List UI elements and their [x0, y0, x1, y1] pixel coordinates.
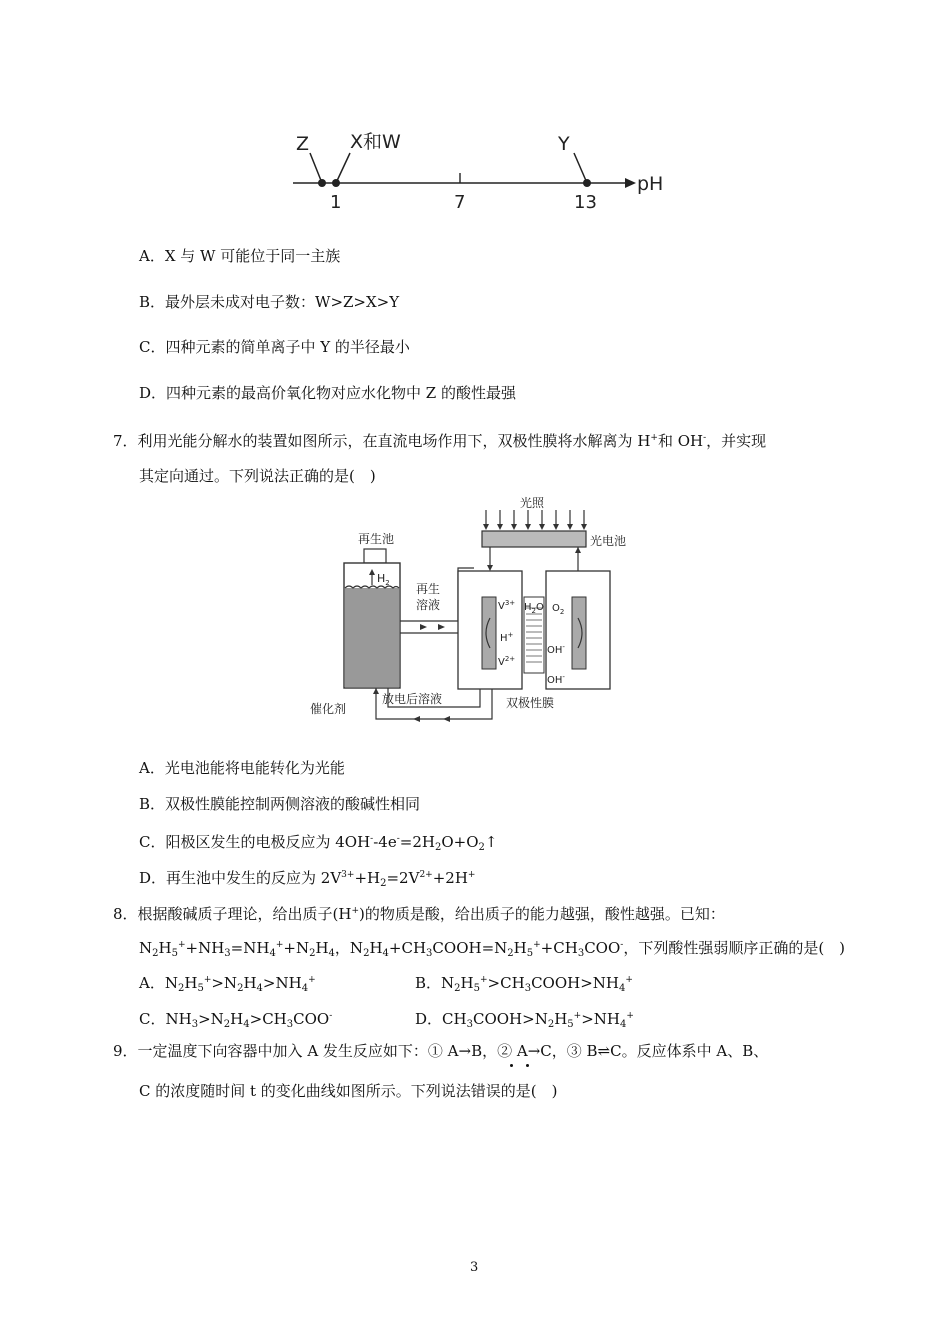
- q8-option-a: A．$N_2H_5^+>N_2H_4>NH_4^+$: [139, 974, 316, 994]
- regen-cell-cap: [364, 549, 386, 563]
- xw-pointer: [336, 153, 350, 183]
- bipolar-membrane-label: 双极性膜: [506, 696, 555, 710]
- oh-upper-label: OH-: [547, 643, 565, 656]
- q7-option-b: B．双极性膜能控制两侧溶液的酸碱性相同: [139, 795, 421, 813]
- q6-option-d: D．四种元素的最高价氧化物对应水化物中 Z 的酸性最强: [139, 384, 516, 402]
- catalyst-label: 催化剂: [310, 702, 347, 716]
- q8-option-c: C．$NH_3>N_2H_4>CH_3COO^-$: [139, 1010, 333, 1030]
- oh-lower-label: OH-: [547, 673, 565, 686]
- regen-solution-label-1: 再生: [416, 582, 441, 596]
- q9-stem-line1: 9．一定温度下向容器中加入 A 发生反应如下：① A→B，② A→C，③ B⇌C。反应体系中 A、B、: [113, 1042, 769, 1060]
- q6-option-a: A．X 与 W 可能位于同一主族: [139, 247, 341, 265]
- tick-label-13: 13: [574, 192, 597, 213]
- q7-option-c: C．阳极区发生的电极反应为 $4OH^--4e^-=2H_2O+O_2↑$: [139, 833, 498, 853]
- xw-label: X和W: [350, 131, 401, 153]
- light-label: 光照: [520, 496, 545, 510]
- photocell: [482, 531, 586, 547]
- o2-label: $O_2$: [552, 603, 565, 616]
- q7-option-a: A．光电池能将电能转化为光能: [139, 759, 345, 777]
- h2-label: $H_2$: [377, 572, 390, 587]
- regen-cell-liquid: [345, 588, 399, 687]
- xw-point: [332, 179, 340, 187]
- z-pointer: [310, 153, 322, 183]
- q8-option-d: D．$CH_3COOH>N_2H_5^+>NH_4^+$: [415, 1010, 634, 1030]
- electrolysis-diagram: [300, 493, 650, 725]
- photocell-label: 光电池: [590, 534, 627, 548]
- q7-stem-line2: 其定向通过。下列说法正确的是( ): [139, 467, 376, 485]
- ph-axis-label: pH: [637, 173, 664, 195]
- emphasis-dots: [508, 1064, 538, 1070]
- q9-stem-line2: C 的浓度随时间 t 的变化曲线如图所示。下列说法错误的是( ): [139, 1082, 558, 1100]
- discharged-solution-label: 放电后溶液: [382, 692, 443, 706]
- q8-equations: $N_2H_5^++NH_3=NH_4^++N_2H_4$，$N_2H_4+CH_3COOH=N_2H_5^++CH_3COO^-$，下列酸性强弱顺序正确的是( ): [139, 939, 846, 959]
- v3-label: $V^{3+}$: [498, 599, 516, 612]
- y-label: Y: [558, 133, 570, 155]
- z-label: Z: [296, 133, 310, 155]
- q7-stem-line1: 7．利用光能分解水的装置如图所示，在直流电场作用下，双极性膜将水解离为 H+和 OH-，并实现: [113, 432, 767, 450]
- regen-solution-label-2: 溶液: [416, 598, 441, 612]
- regen-cell-label: 再生池: [358, 532, 395, 546]
- y-point: [583, 179, 591, 187]
- page-number: 3: [470, 1260, 479, 1275]
- q8-stem: 8．根据酸碱质子理论，给出质子(H+)的物质是酸，给出质子的能力越强，酸性越强。已知：: [113, 905, 725, 923]
- h-plus-label: H+: [500, 631, 514, 644]
- z-point: [318, 179, 326, 187]
- y-pointer: [574, 153, 587, 183]
- left-electrode: [482, 597, 496, 669]
- v2-label: $V^{2+}$: [498, 655, 516, 668]
- q6-option-c: C．四种元素的简单离子中 Y 的半径最小: [139, 338, 410, 356]
- q8-option-b: B．$N_2H_5^+>CH_3COOH>NH_4^+$: [415, 974, 633, 994]
- q7-option-d: D．再生池中发生的反应为 $2V^{3+}+H_2=2V^{2+}+2H^+$: [139, 869, 476, 889]
- right-electrode: [572, 597, 586, 669]
- ph-axis-arrow: [625, 178, 636, 188]
- ph-diagram: [280, 120, 680, 220]
- h2o-label: $H_2O$: [524, 602, 544, 615]
- tick-label-7: 7: [454, 192, 466, 213]
- tick-label-1: 1: [330, 192, 342, 213]
- q6-option-b: B．最外层未成对电子数：W>Z>X>Y: [139, 293, 400, 311]
